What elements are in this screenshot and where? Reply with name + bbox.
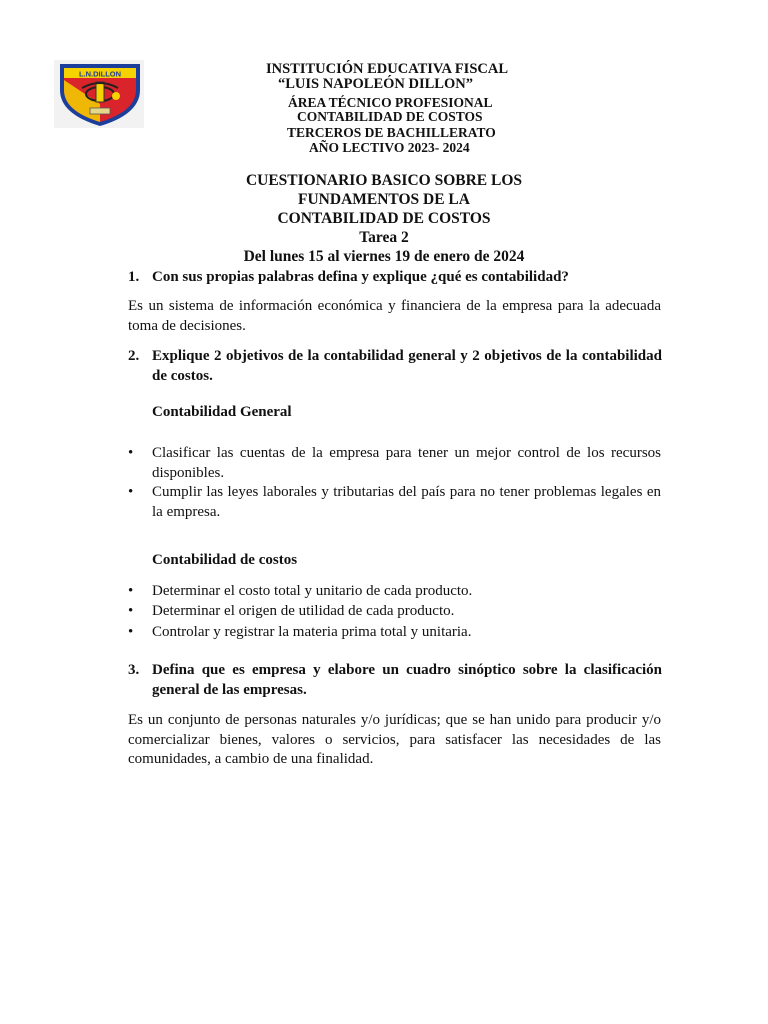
- bullet-icon: •: [128, 583, 134, 599]
- school-year: AÑO LECTIVO 2023- 2024: [309, 140, 470, 155]
- school-shield-logo: [54, 60, 144, 128]
- bullet-icon: •: [128, 484, 134, 500]
- list-item-text: Determinar el costo total y unitario de cada producto.: [152, 583, 473, 599]
- question-text: Con sus propias palabras defina y explique ¿qué es contabilidad?: [152, 269, 569, 285]
- logo-text: L.N.DILLON: [78, 69, 122, 79]
- question-text: Defina que es empresa y elabore un cuadro sinóptico sobre la clasificación general de las empresas.: [152, 662, 662, 698]
- institution-heading: INSTITUCIÓN EDUCATIVA FISCAL: [266, 61, 508, 77]
- question-number: 2.: [128, 348, 140, 364]
- list-item: [128, 623, 661, 643]
- question-2: [128, 347, 662, 386]
- list-item: [128, 483, 661, 522]
- question-text: Explique 2 objetivos de la contabilidad general y 2 objetivos de la contabilidad de costos.: [152, 348, 662, 384]
- general-accounting-heading: Contabilidad General: [152, 404, 292, 420]
- subject-heading: CONTABILIDAD DE COSTOS: [297, 109, 483, 124]
- title-line-3: CONTABILIDAD DE COSTOS: [277, 210, 491, 227]
- list-item: [128, 602, 661, 622]
- area-heading: ÁREA TÉCNICO PROFESIONAL: [288, 95, 493, 110]
- list-item-text: Cumplir las leyes laborales y tributarias del país para no tener problemas legales en la empresa.: [152, 484, 661, 520]
- list-item: [128, 582, 661, 602]
- question-number: 1.: [128, 269, 140, 285]
- list-item-text: Clasificar las cuentas de la empresa para tener un mejor control de los recursos disponibles.: [152, 445, 661, 481]
- answer-1: Es un sistema de información económica y financiera de la empresa para la adecuada toma de decisiones.: [128, 298, 661, 334]
- list-item: [128, 444, 661, 483]
- task-dates: Del lunes 15 al viernes 19 de enero de 2024: [243, 248, 525, 265]
- bullet-icon: •: [128, 603, 134, 619]
- title-line-1: CUESTIONARIO BASICO SOBRE LOS: [245, 172, 523, 189]
- task-label: Tarea 2: [359, 229, 409, 246]
- bullet-icon: •: [128, 624, 134, 640]
- list-item-text: Determinar el origen de utilidad de cada producto.: [152, 603, 455, 619]
- course-heading: TERCEROS DE BACHILLERATO: [287, 125, 496, 140]
- bullet-icon: •: [128, 445, 134, 461]
- list-item-text: Controlar y registrar la materia prima total y unitaria.: [152, 624, 472, 640]
- title-line-2: FUNDAMENTOS DE LA: [298, 191, 470, 208]
- question-3: [128, 661, 662, 700]
- school-name: “LUIS NAPOLEÓN DILLON”: [278, 76, 473, 92]
- answer-3: Es un conjunto de personas naturales y/o jurídicas; que se han unido para producir y/o comercializar bienes, valores o servicios, para satisfacer las necesidades de las comunidades, a cambio de una finalidad.: [128, 712, 661, 767]
- question-number: 3.: [128, 662, 140, 678]
- cost-accounting-heading: Contabilidad de costos: [152, 552, 298, 568]
- question-1: [128, 268, 662, 288]
